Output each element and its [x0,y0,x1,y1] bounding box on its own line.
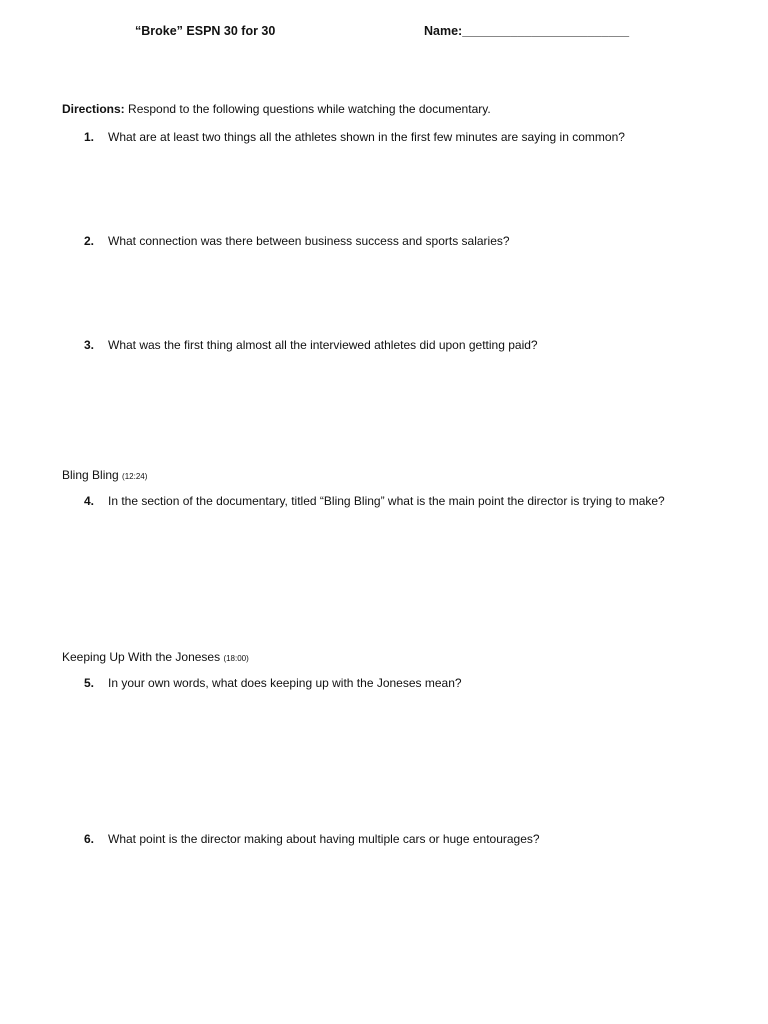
name-field-label: Name:________________________ [424,24,630,38]
directions-text: Respond to the following questions while watching the documentary. [124,102,491,116]
section-heading-joneses [62,650,249,664]
question-text: In your own words, what does keeping up with the Joneses mean? [108,676,462,690]
question-number: 5. [84,676,95,690]
question-number: 3. [84,338,95,352]
section-timestamp: (12:24) [122,472,148,481]
section-title: Keeping Up With the Joneses [62,650,221,664]
question-number: 2. [84,234,95,248]
section-title: Bling Bling [62,468,119,482]
question-text: What are at least two things all the athletes shown in the first few minutes are saying in common? [108,130,625,144]
question-number: 4. [84,494,95,508]
question-number: 6. [84,832,95,846]
question-text: What point is the director making about having multiple cars or huge entourages? [108,832,540,846]
section-timestamp: (18:00) [223,654,249,663]
question-number: 1. [84,130,95,144]
section-heading-bling-bling [62,468,147,482]
directions-label: Directions: [62,102,125,116]
question-text: In the section of the documentary, titled “Bling Bling” what is the main point the director is trying to make? [108,494,665,508]
worksheet-title: “Broke” ESPN 30 for 30 [135,24,276,38]
question-text: What was the first thing almost all the interviewed athletes did upon getting paid? [108,338,538,352]
directions [62,102,491,116]
question-text: What connection was there between business success and sports salaries? [108,234,510,248]
